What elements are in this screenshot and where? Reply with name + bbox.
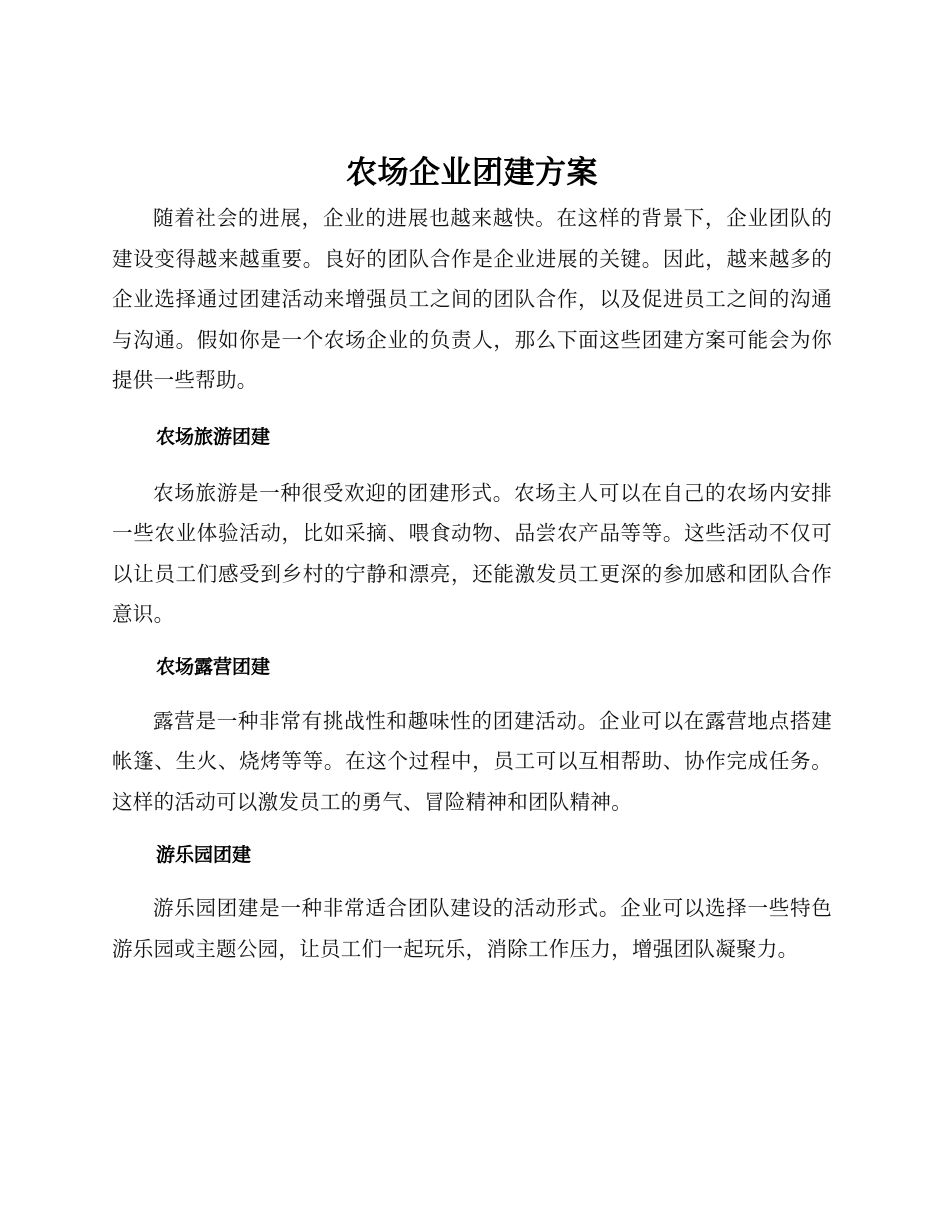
- intro-paragraph: 随着社会的进展，企业的进展也越来越快。在这样的背景下，企业团队的建设变得越来越重要。良好的团队合作是企业进展的关键。因此，越来越多的企业选择通过团建活动来增强员工之间的团队合作，以及促进员工之间的沟通与沟通。假如你是一个农场企业的负责人，那么下面这些团建方案可能会为你提供一些帮助。: [112, 206, 832, 392]
- section-heading-farm-camping: 农场露营团建: [156, 655, 271, 678]
- section-body-farm-tour: 农场旅游是一种很受欢迎的团建形式。农场主人可以在自己的农场内安排一些农业体验活动，比如采摘、喂食动物、品尝农产品等等。这些活动不仅可以让员工们感受到乡村的宁静和漂亮，还能激发员工更深的参加感和团队合作意识。: [112, 480, 832, 626]
- section-heading-farm-tour: 农场旅游团建: [156, 425, 271, 448]
- document-title: 农场企业团建方案: [346, 155, 598, 191]
- section-heading-amusement-park: 游乐园团建: [156, 844, 252, 866]
- section-body-amusement-park: 游乐园团建是一种非常适合团队建设的活动形式。企业可以选择一些特色游乐园或主题公园，让员工们一起玩乐，消除工作压力，增强团队凝聚力。: [112, 896, 832, 961]
- document-page: [112, 148, 832, 969]
- section-body-farm-camping: 露营是一种非常有挑战性和趣味性的团建活动。企业可以在露营地点搭建帐篷、生火、烧烤等等。在这个过程中，员工可以互相帮助、协作完成任务。这样的活动可以激发员工的勇气、冒险精神和团队精神。: [112, 708, 832, 814]
